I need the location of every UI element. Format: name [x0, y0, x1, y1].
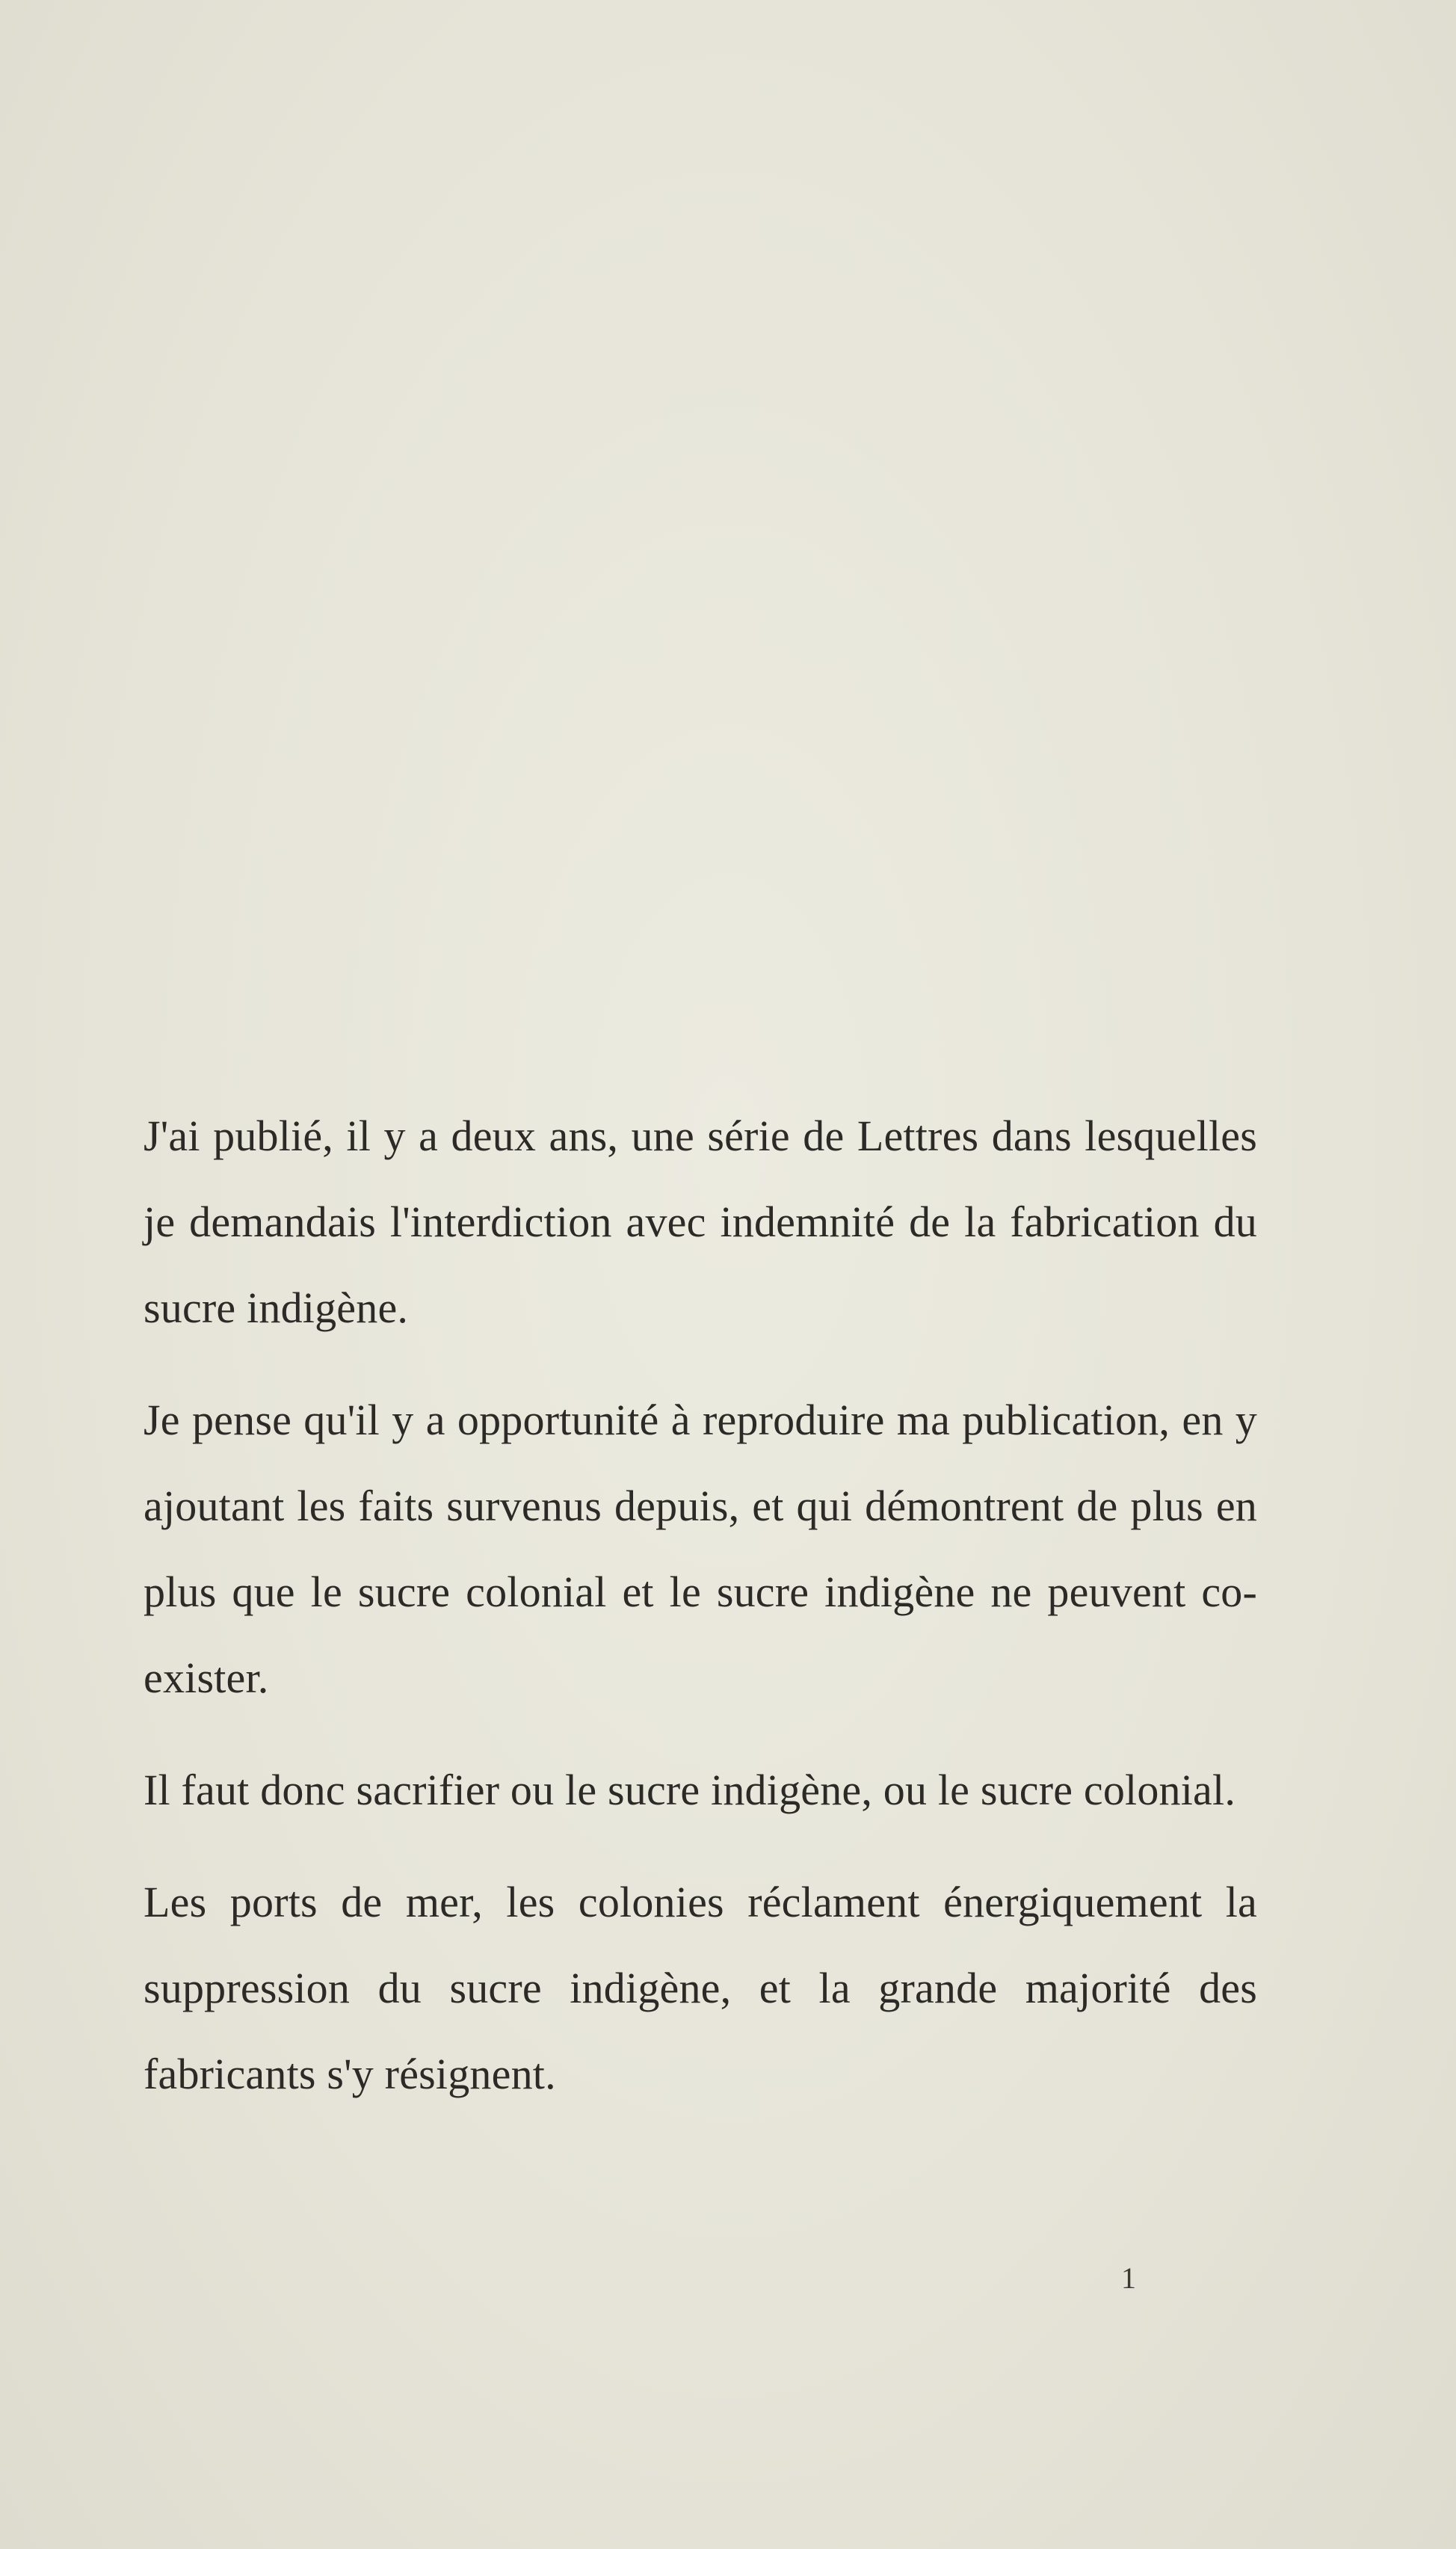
paragraph-2: Je pense qu'il y a opportunité à reproduire ma publication, en y ajoutant les faits survenus depuis, et qui démontrent de plus en plus que le sucre colonial et le sucre indigène ne peuvent co-exister.: [144, 1396, 1257, 1702]
paragraph-4: Les ports de mer, les colonies réclament énergiquement la suppression du sucre indigène, et la grande majorité des fabricants s'y résignent.: [144, 1878, 1257, 2098]
page-number: 1: [1121, 2261, 1136, 2295]
paragraph-3: Il faut donc sacrifier ou le sucre indigène, ou le sucre colonial.: [144, 1766, 1236, 1814]
body-text: [144, 1093, 1257, 2117]
paragraph-1: J'ai publié, il y a deux ans, une série de Lettres dans lesquelles je demandais l'interdiction avec indemnité de la fabrication du sucre indigène.: [144, 1112, 1257, 1332]
